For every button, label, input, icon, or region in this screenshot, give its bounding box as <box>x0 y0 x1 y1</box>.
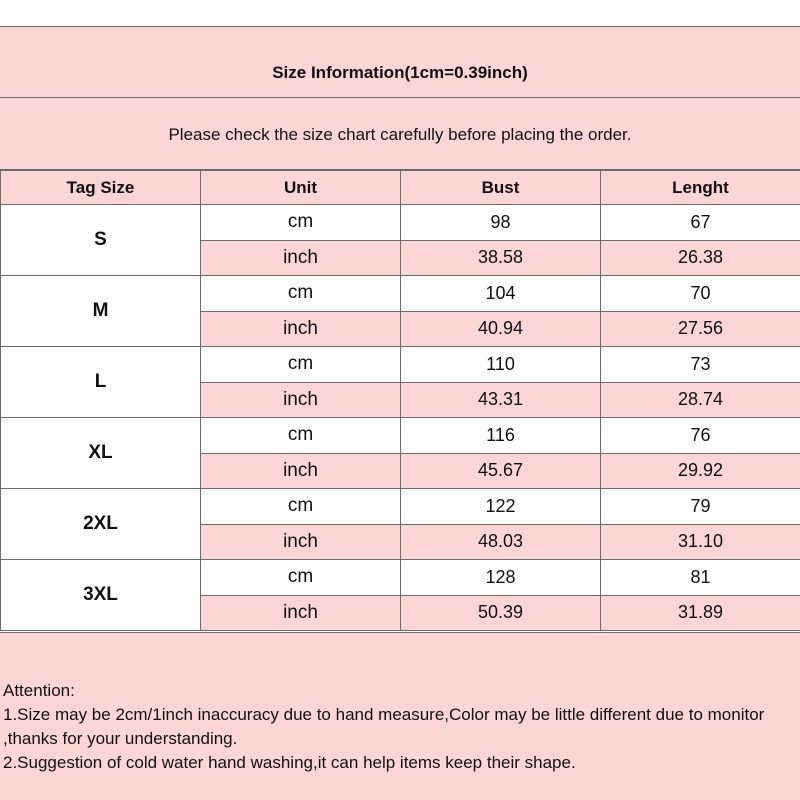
unit-cell: inch <box>201 453 401 489</box>
unit-cell: inch <box>201 311 401 347</box>
chart-title: Size Information(1cm=0.39inch) <box>0 26 800 98</box>
unit-cell: inch <box>201 240 401 276</box>
tag-size-cell: XL <box>1 418 201 489</box>
header-unit: Unit <box>201 171 401 205</box>
bust-cell: 128 <box>401 560 601 596</box>
length-cell: 31.10 <box>601 524 800 560</box>
length-cell: 67 <box>601 205 800 241</box>
unit-cell: inch <box>201 382 401 418</box>
attention-heading: Attention: <box>3 681 75 700</box>
length-cell: 76 <box>601 418 800 454</box>
bust-cell: 98 <box>401 205 601 241</box>
length-cell: 26.38 <box>601 240 800 276</box>
unit-cell: inch <box>201 524 401 560</box>
length-cell: 79 <box>601 489 800 525</box>
length-cell: 27.56 <box>601 311 800 347</box>
length-cell: 29.92 <box>601 453 800 489</box>
attention-line: 2.Suggestion of cold water hand washing,it can help items keep their shape. <box>3 753 576 772</box>
tag-size-cell: 2XL <box>1 489 201 560</box>
header-row <box>1 171 800 205</box>
tag-size-cell: M <box>1 276 201 347</box>
length-cell: 70 <box>601 276 800 312</box>
table-row <box>1 276 800 312</box>
tag-size-cell: L <box>1 347 201 418</box>
bust-cell: 50.39 <box>401 595 601 631</box>
attention-section <box>0 632 800 800</box>
order-notice: Please check the size chart carefully before placing the order. <box>0 98 800 170</box>
bust-cell: 110 <box>401 347 601 383</box>
header-tag-size: Tag Size <box>1 171 201 205</box>
bust-cell: 122 <box>401 489 601 525</box>
unit-cell: cm <box>201 347 401 383</box>
table-row <box>1 347 800 383</box>
bust-cell: 38.58 <box>401 240 601 276</box>
table-row <box>1 560 800 596</box>
bust-cell: 40.94 <box>401 311 601 347</box>
unit-cell: cm <box>201 418 401 454</box>
bust-cell: 104 <box>401 276 601 312</box>
table-row <box>1 489 800 525</box>
attention-line: 1.Size may be 2cm/1inch inaccuracy due to hand measure,Color may be little different due to monitor ,thanks for your understanding. <box>3 705 765 748</box>
unit-cell: inch <box>201 595 401 631</box>
size-table <box>0 170 800 631</box>
tag-size-cell: 3XL <box>1 560 201 631</box>
length-cell: 28.74 <box>601 382 800 418</box>
unit-cell: cm <box>201 205 401 241</box>
bust-cell: 116 <box>401 418 601 454</box>
header-length: Lenght <box>601 171 800 205</box>
tag-size-cell: S <box>1 205 201 276</box>
length-cell: 73 <box>601 347 800 383</box>
table-row <box>1 418 800 454</box>
header-bust: Bust <box>401 171 601 205</box>
bust-cell: 45.67 <box>401 453 601 489</box>
unit-cell: cm <box>201 560 401 596</box>
unit-cell: cm <box>201 489 401 525</box>
length-cell: 81 <box>601 560 800 596</box>
length-cell: 31.89 <box>601 595 800 631</box>
unit-cell: cm <box>201 276 401 312</box>
bust-cell: 48.03 <box>401 524 601 560</box>
table-row <box>1 205 800 241</box>
bust-cell: 43.31 <box>401 382 601 418</box>
